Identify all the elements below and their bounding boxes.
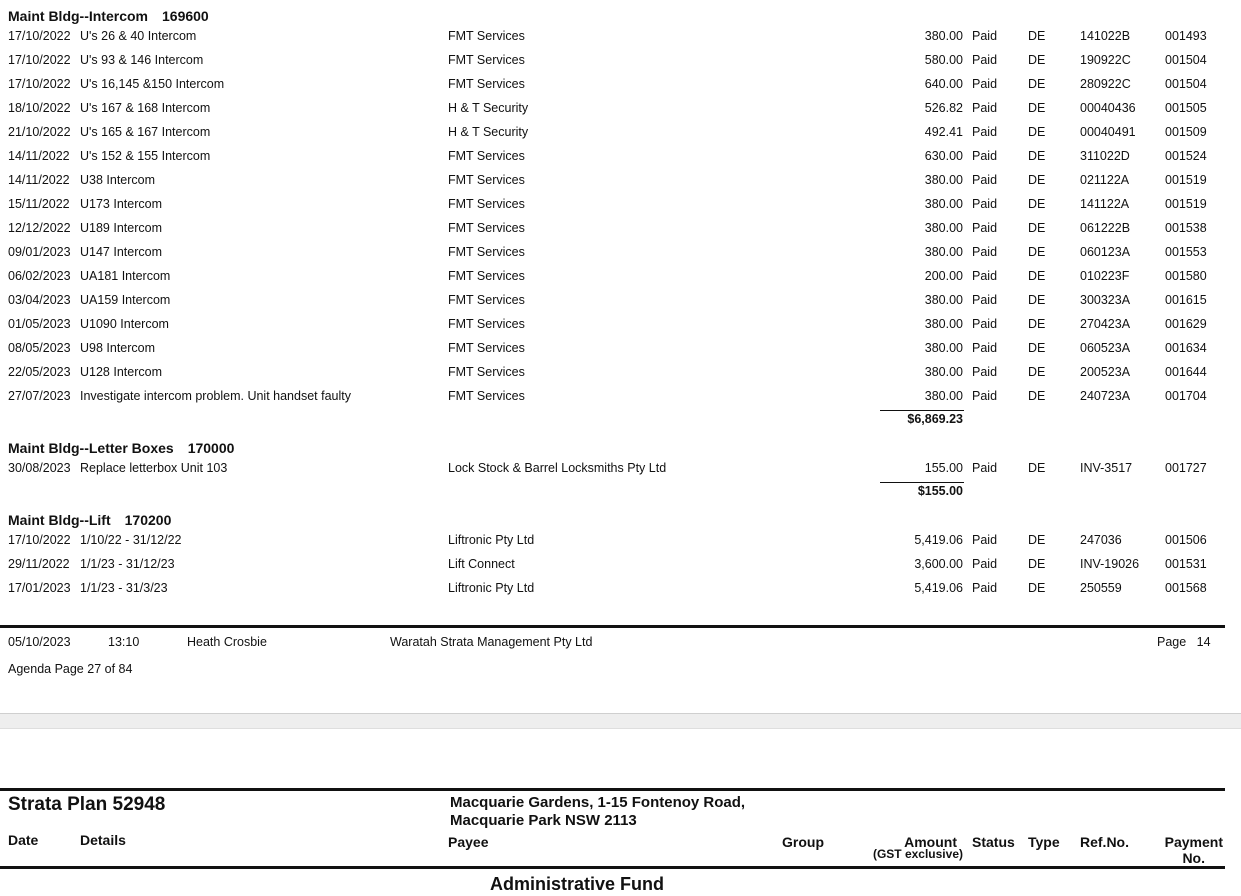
row-type: DE bbox=[1028, 173, 1046, 187]
row-payee: FMT Services bbox=[448, 221, 525, 235]
row-ref-no: 060523A bbox=[1080, 341, 1131, 355]
col-header-ref: Ref.No. bbox=[1080, 834, 1129, 850]
row-type: DE bbox=[1028, 53, 1046, 67]
table-row bbox=[0, 149, 1241, 173]
strata-plan-title: Strata Plan 52948 bbox=[8, 794, 166, 815]
row-payee: Lock Stock & Barrel Locksmiths Pty Ltd bbox=[448, 461, 667, 475]
row-status: Paid bbox=[972, 53, 998, 67]
row-amount: 526.82 bbox=[924, 101, 963, 115]
footer-time: 13:10 bbox=[108, 635, 140, 649]
row-date: 17/10/2022 bbox=[8, 533, 71, 547]
col-header-amount-sub: (GST exclusive) bbox=[872, 847, 963, 861]
row-ref-no: 021122A bbox=[1080, 173, 1130, 187]
row-ref-no: 240723A bbox=[1080, 389, 1131, 403]
row-payee: FMT Services bbox=[448, 149, 525, 163]
row-details: U's 93 & 146 Intercom bbox=[80, 53, 204, 67]
row-date: 08/05/2023 bbox=[8, 341, 71, 355]
footer-page-number: 14 bbox=[1196, 635, 1211, 649]
row-payment-no: 001505 bbox=[1165, 101, 1207, 115]
row-type: DE bbox=[1028, 101, 1046, 115]
section-name: Maint Bldg--Intercom bbox=[8, 8, 148, 24]
row-payment-no: 001580 bbox=[1165, 269, 1207, 283]
row-details: U's 16,145 &150 Intercom bbox=[80, 77, 225, 91]
row-status: Paid bbox=[972, 461, 998, 475]
section-total: $155.00 bbox=[917, 484, 963, 498]
col-header-payment: Payment bbox=[1164, 834, 1223, 850]
row-details: U's 152 & 155 Intercom bbox=[80, 149, 211, 163]
row-payment-no: 001644 bbox=[1165, 365, 1207, 379]
row-payee: FMT Services bbox=[448, 77, 525, 91]
section-title bbox=[8, 440, 234, 456]
row-ref-no: 200523A bbox=[1080, 365, 1131, 379]
row-details: UA181 Intercom bbox=[80, 269, 171, 283]
row-payee: H & T Security bbox=[448, 125, 529, 139]
row-status: Paid bbox=[972, 581, 998, 595]
row-date: 14/11/2022 bbox=[8, 149, 70, 163]
table-row bbox=[0, 389, 1241, 413]
row-details: U128 Intercom bbox=[80, 365, 162, 379]
row-date: 27/07/2023 bbox=[8, 389, 71, 403]
row-date: 17/10/2022 bbox=[8, 29, 71, 43]
row-payment-no: 001493 bbox=[1165, 29, 1207, 43]
section-name: Maint Bldg--Lift bbox=[8, 512, 111, 528]
row-type: DE bbox=[1028, 197, 1046, 211]
row-status: Paid bbox=[972, 221, 998, 235]
row-payment-no: 001504 bbox=[1165, 53, 1207, 67]
row-date: 21/10/2022 bbox=[8, 125, 71, 139]
col-header-payment-no: No. bbox=[1182, 850, 1205, 866]
table-row bbox=[0, 245, 1241, 269]
table-row bbox=[0, 317, 1241, 341]
section-account-code: 169600 bbox=[162, 8, 209, 24]
row-type: DE bbox=[1028, 149, 1046, 163]
table-row bbox=[0, 197, 1241, 221]
row-details: U147 Intercom bbox=[80, 245, 162, 259]
footer-date: 05/10/2023 bbox=[8, 635, 71, 649]
section-account-code: 170000 bbox=[187, 440, 235, 456]
table-row bbox=[0, 77, 1241, 101]
row-type: DE bbox=[1028, 125, 1046, 139]
row-ref-no: INV-19026 bbox=[1080, 557, 1140, 571]
row-type: DE bbox=[1028, 269, 1046, 283]
row-ref-no: 190922C bbox=[1080, 53, 1131, 67]
row-ref-no: 141122A bbox=[1080, 197, 1130, 211]
row-type: DE bbox=[1028, 221, 1046, 235]
row-date: 14/11/2022 bbox=[8, 173, 70, 187]
row-status: Paid bbox=[972, 77, 998, 91]
row-status: Paid bbox=[972, 341, 998, 355]
row-payee: FMT Services bbox=[448, 317, 525, 331]
row-payment-no: 001524 bbox=[1165, 149, 1207, 163]
row-status: Paid bbox=[972, 365, 998, 379]
row-payment-no: 001538 bbox=[1165, 221, 1207, 235]
table-row bbox=[0, 293, 1241, 317]
row-ref-no: 280922C bbox=[1080, 77, 1131, 91]
table-row bbox=[0, 341, 1241, 365]
footer-user: Heath Crosbie bbox=[187, 635, 267, 649]
table-row bbox=[0, 125, 1241, 149]
col-header-group: Group bbox=[782, 834, 824, 850]
row-payee: FMT Services bbox=[448, 245, 525, 259]
row-ref-no: 247036 bbox=[1080, 533, 1122, 547]
row-payee: FMT Services bbox=[448, 197, 525, 211]
header-top-rule bbox=[0, 788, 1225, 791]
row-amount: 380.00 bbox=[924, 29, 963, 43]
footer-rule bbox=[0, 625, 1225, 628]
row-amount: 580.00 bbox=[924, 53, 963, 67]
row-details: U's 26 & 40 Intercom bbox=[80, 29, 197, 43]
footer-page-label: Page bbox=[1157, 635, 1187, 649]
row-date: 09/01/2023 bbox=[8, 245, 71, 259]
row-type: DE bbox=[1028, 557, 1046, 571]
address-line-1: Macquarie Gardens, 1-15 Fontenoy Road, bbox=[450, 794, 746, 811]
table-row bbox=[0, 365, 1241, 389]
section-title bbox=[8, 8, 209, 24]
row-payment-no: 001629 bbox=[1165, 317, 1207, 331]
row-amount: 380.00 bbox=[924, 389, 963, 403]
property-address bbox=[450, 794, 745, 830]
subtotal-rule bbox=[880, 482, 964, 483]
row-ref-no: 300323A bbox=[1080, 293, 1131, 307]
row-payment-no: 001531 bbox=[1165, 557, 1207, 571]
row-payee: FMT Services bbox=[448, 173, 525, 187]
row-ref-no: 061222B bbox=[1080, 221, 1131, 235]
row-date: 06/02/2023 bbox=[8, 269, 71, 283]
table-row bbox=[0, 581, 1241, 605]
row-status: Paid bbox=[972, 293, 998, 307]
row-amount: 640.00 bbox=[924, 77, 963, 91]
row-type: DE bbox=[1028, 317, 1046, 331]
row-amount: 380.00 bbox=[924, 245, 963, 259]
row-payee: H & T Security bbox=[448, 101, 529, 115]
section-total: $6,869.23 bbox=[907, 412, 963, 426]
row-type: DE bbox=[1028, 533, 1046, 547]
row-amount: 155.00 bbox=[924, 461, 963, 475]
row-details: U173 Intercom bbox=[80, 197, 162, 211]
row-date: 15/11/2022 bbox=[8, 197, 70, 211]
table-row bbox=[0, 29, 1241, 53]
row-date: 22/05/2023 bbox=[8, 365, 71, 379]
row-payee: FMT Services bbox=[448, 53, 525, 67]
table-row bbox=[0, 221, 1241, 245]
row-status: Paid bbox=[972, 197, 998, 211]
row-payment-no: 001519 bbox=[1165, 173, 1207, 187]
row-type: DE bbox=[1028, 29, 1046, 43]
row-amount: 5,419.06 bbox=[914, 581, 963, 595]
row-payee: FMT Services bbox=[448, 341, 525, 355]
header-bottom-rule bbox=[0, 866, 1225, 869]
row-amount: 380.00 bbox=[924, 221, 963, 235]
col-header-payee: Payee bbox=[448, 834, 489, 850]
row-payment-no: 001727 bbox=[1165, 461, 1207, 475]
row-payee: FMT Services bbox=[448, 29, 525, 43]
row-details: U189 Intercom bbox=[80, 221, 162, 235]
row-details: UA159 Intercom bbox=[80, 293, 171, 307]
row-status: Paid bbox=[972, 389, 998, 403]
section-account-code: 170200 bbox=[124, 512, 172, 528]
table-row bbox=[0, 101, 1241, 125]
row-details: 1/1/23 - 31/3/23 bbox=[80, 581, 168, 595]
row-amount: 5,419.06 bbox=[914, 533, 963, 547]
row-status: Paid bbox=[972, 173, 998, 187]
row-amount: 200.00 bbox=[924, 269, 963, 283]
col-header-details: Details bbox=[80, 832, 126, 848]
row-ref-no: 311022D bbox=[1080, 149, 1130, 163]
row-payment-no: 001509 bbox=[1165, 125, 1207, 139]
row-status: Paid bbox=[972, 101, 998, 115]
row-ref-no: 270423A bbox=[1080, 317, 1131, 331]
row-type: DE bbox=[1028, 581, 1046, 595]
section-title bbox=[8, 512, 171, 528]
row-ref-no: INV-3517 bbox=[1080, 461, 1133, 475]
row-payment-no: 001615 bbox=[1165, 293, 1207, 307]
row-details: U's 165 & 167 Intercom bbox=[80, 125, 211, 139]
row-date: 29/11/2022 bbox=[8, 557, 70, 571]
row-details: 1/1/23 - 31/12/23 bbox=[80, 557, 175, 571]
row-type: DE bbox=[1028, 365, 1046, 379]
row-status: Paid bbox=[972, 533, 998, 547]
row-payee: FMT Services bbox=[448, 293, 525, 307]
row-payment-no: 001568 bbox=[1165, 581, 1207, 595]
row-payment-no: 001519 bbox=[1165, 197, 1207, 211]
section-name: Maint Bldg--Letter Boxes bbox=[8, 440, 174, 456]
row-type: DE bbox=[1028, 341, 1046, 355]
row-type: DE bbox=[1028, 77, 1046, 91]
col-header-status: Status bbox=[972, 834, 1015, 850]
row-amount: 380.00 bbox=[924, 365, 963, 379]
row-date: 17/01/2023 bbox=[8, 581, 71, 595]
row-payment-no: 001634 bbox=[1165, 341, 1207, 355]
row-details: Replace letterbox Unit 103 bbox=[80, 461, 228, 475]
row-ref-no: 141022B bbox=[1080, 29, 1131, 43]
report-page-15-header bbox=[0, 728, 1241, 896]
row-date: 30/08/2023 bbox=[8, 461, 71, 475]
row-details: U98 Intercom bbox=[80, 341, 156, 355]
row-payment-no: 001704 bbox=[1165, 389, 1207, 403]
row-details: 1/10/22 - 31/12/22 bbox=[80, 533, 182, 547]
row-date: 17/10/2022 bbox=[8, 53, 71, 67]
row-details: U38 Intercom bbox=[80, 173, 156, 187]
row-details: U's 167 & 168 Intercom bbox=[80, 101, 211, 115]
row-details: Investigate intercom problem. Unit handset faulty bbox=[80, 389, 351, 403]
row-payee: Liftronic Pty Ltd bbox=[448, 581, 535, 595]
row-ref-no: 00040491 bbox=[1080, 125, 1136, 139]
footer-agenda: Agenda Page 27 of 84 bbox=[8, 662, 133, 676]
row-payee: FMT Services bbox=[448, 269, 525, 283]
row-amount: 380.00 bbox=[924, 341, 963, 355]
footer-company: Waratah Strata Management Pty Ltd bbox=[390, 635, 593, 649]
row-amount: 380.00 bbox=[924, 293, 963, 307]
row-ref-no: 010223F bbox=[1080, 269, 1130, 283]
table-row bbox=[0, 461, 1241, 485]
col-header-date: Date bbox=[8, 832, 39, 848]
row-status: Paid bbox=[972, 149, 998, 163]
row-payee: FMT Services bbox=[448, 389, 525, 403]
row-amount: 630.00 bbox=[924, 149, 963, 163]
row-ref-no: 060123A bbox=[1080, 245, 1131, 259]
row-status: Paid bbox=[972, 269, 998, 283]
subtotal-rule bbox=[880, 410, 964, 411]
row-date: 03/04/2023 bbox=[8, 293, 71, 307]
row-payment-no: 001553 bbox=[1165, 245, 1207, 259]
row-amount: 380.00 bbox=[924, 173, 963, 187]
row-ref-no: 250559 bbox=[1080, 581, 1122, 595]
row-date: 18/10/2022 bbox=[8, 101, 71, 115]
table-row bbox=[0, 533, 1241, 557]
row-payee: Liftronic Pty Ltd bbox=[448, 533, 535, 547]
col-header-amount: Amount bbox=[904, 834, 957, 850]
row-date: 01/05/2023 bbox=[8, 317, 71, 331]
row-details: U1090 Intercom bbox=[80, 317, 169, 331]
row-amount: 3,600.00 bbox=[914, 557, 963, 571]
row-status: Paid bbox=[972, 125, 998, 139]
table-row bbox=[0, 53, 1241, 77]
col-header-type: Type bbox=[1028, 834, 1060, 850]
row-type: DE bbox=[1028, 245, 1046, 259]
row-amount: 380.00 bbox=[924, 317, 963, 331]
table-row bbox=[0, 557, 1241, 581]
row-ref-no: 00040436 bbox=[1080, 101, 1136, 115]
row-amount: 492.41 bbox=[924, 125, 963, 139]
row-payee: Lift Connect bbox=[448, 557, 515, 571]
row-amount: 380.00 bbox=[924, 197, 963, 211]
page-gap bbox=[0, 713, 1241, 729]
row-status: Paid bbox=[972, 245, 998, 259]
row-payment-no: 001506 bbox=[1165, 533, 1207, 547]
row-status: Paid bbox=[972, 317, 998, 331]
table-row bbox=[0, 269, 1241, 293]
row-date: 12/12/2022 bbox=[8, 221, 71, 235]
row-status: Paid bbox=[972, 557, 998, 571]
row-type: DE bbox=[1028, 389, 1046, 403]
row-status: Paid bbox=[972, 29, 998, 43]
row-type: DE bbox=[1028, 461, 1046, 475]
address-line-2: Macquarie Park NSW 2113 bbox=[450, 812, 637, 829]
row-payee: FMT Services bbox=[448, 365, 525, 379]
row-type: DE bbox=[1028, 293, 1046, 307]
footer-page bbox=[1157, 635, 1211, 649]
table-row bbox=[0, 173, 1241, 197]
fund-title: Administrative Fund bbox=[490, 874, 665, 894]
row-date: 17/10/2022 bbox=[8, 77, 71, 91]
row-payment-no: 001504 bbox=[1165, 77, 1207, 91]
